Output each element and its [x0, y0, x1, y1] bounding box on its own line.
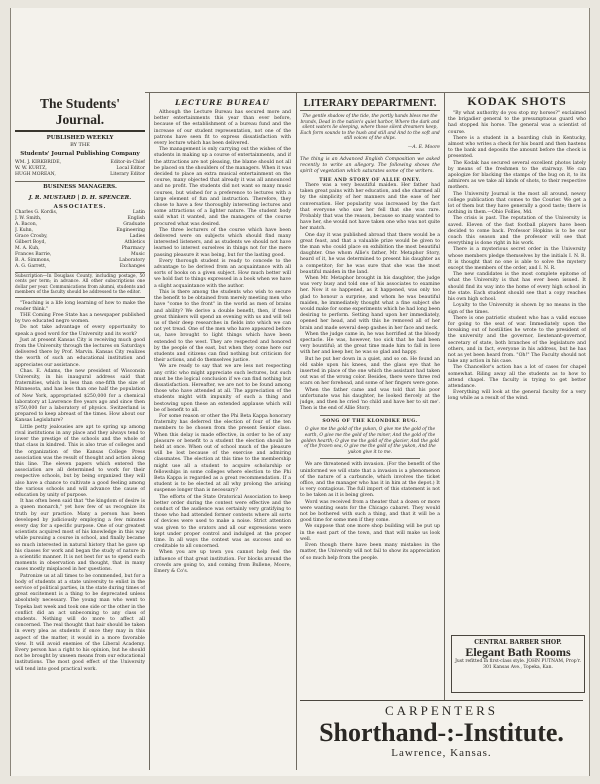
associate-row: A. Bacon, Graduate — [15, 222, 145, 227]
header-rule — [145, 92, 589, 93]
business-names: J. R. MUSTARD | D. H. SPENCER. — [28, 195, 132, 201]
barber-ad-address: 301 Kansas Ave., Topeka, Kan. — [483, 664, 553, 670]
associate-row: Charles G. Kordis, Latin — [15, 210, 145, 215]
literary-department-heading: LITERARY DEPARTMENT. — [300, 98, 440, 111]
divider — [320, 415, 420, 416]
column-3 — [300, 94, 440, 770]
poem-author: —A. E. Moore — [407, 144, 440, 150]
associate-row: Gilbert Boyd, Athletics — [15, 240, 145, 245]
associate-row: B. A. Simmons, Laboratory — [15, 258, 145, 263]
column-rule-2 — [296, 92, 297, 770]
institute-city: Lawrence, Kansas. — [391, 747, 492, 759]
column-1 — [15, 96, 145, 770]
story-text: There was a very beautiful maiden. Her father had taken great pains with her education, and she charmed all by the simplicity of her manners and the ease of her conversation. Her popularity was increased by the fact that everyone who saw her fell that she was rare. Probably that was the reason, because so many wanted to have her, she would not have taken one who was not quite her match. One day it was published abroad that there would be a great feast, and that a valuable prize would be given to the man who could place on exhibition the most beautiful daughter. One whom Allie's father, Mr. Metaphor Story, heard of it, he was determined to present his daughter as a competitor; for he was sure that she was the most beautiful maiden in the land. When Mr. Metaphor brought in his daughter, the judge was very busy and told one of his associates to examine her. Now it so happened, as it happened, was only too glad to honour a surprise, and whom he was beautiful maiden, he immediately thought what a fine subject she would make for some experiments which he had long been desiring to perform. Setting hand upon her immediately, opened her head, and with this he removed all of her brain and made several deep gashes in her face and neck. When the judge came in, he was horrified at the bloody spectacle. He was, however, too sick that he had been very bountiful; at the great time made him to fall in love with her and keep her, he was so glad and happy. But he put her down in a quiet, and so on. He found an old sable upon his knees, and the glass eye that he inserted in place of the one which the assistant had taken out was of the wrong color. Besides, there were three red scars on her forehead, and some of her fingers were gone. When the father came and was told that his poor unfortunate was his daughter, he looked fiercely at the judge, and then he cried 'no child and have her to sit me'. Then is the end of Allie Story. — [300, 182, 440, 412]
associate-row: Grace Crosby, Ladies — [15, 234, 145, 239]
associate-row: J. W. Smith, English — [15, 216, 145, 221]
barber-ad-sub: Just refitted in first-class style. JOHN PUTNAM, Prop'r. — [455, 659, 581, 664]
allegory-intro: The thing is an Advanced English Composition we asked recently to write an allegory. The following shows the spirit of vegetation which saturates some of the writers. — [300, 156, 440, 174]
associate-row: A. G. Garrett, Exchanges — [15, 264, 145, 269]
klondike-poem-title: SONG OF THE KLONDIKE BUG. — [322, 419, 418, 425]
lecture-bureau-text: Although the Lecture Bureau has secured more and better entertainments this year than ever before, because of the establishment of a bureau fund and the increase of our student representation, not one of the patrons have seen fit to express dissatisfaction with every lecture which has been delivered. The management is only carrying out the wishes of the students in making up a course of entertainments, and if the attractions are not pleasing, the blame should not all be placed on the shoulders of the managers. When it was decided to place an extra musical entertainment on the course, many objected that already it was all announced and no profit. The students did not want so many music courses, but wished for a preference to lectures with a large element of fun and instruction. Therefore, they chose to have a few thoroughly interesting lectures and some attractions of a lighter nature. The student body said what it wanted, and the managers of the course procured what was desired. The three lecturers of the course which have been delivered were on subjects which should find many interested listeners, and as students we should not have learned to interest ourselves in things not for the mere passing pleasure it was being, but for the lasting good. Every thorough student is ready to concede to the advantage to be derived from an acquaintance with all sorts of books on a given subject. How much better will we hold fast to things expressed in a book when we have a slight acquaintance with the author. This is there among the students who wish to secure the benefit to be obtained from merely meeting men who have "come to the front" in the world as men of brains and ability? We derive a double benefit, then, if these great thinkers will spend an evening with us and will tell us of their deep researches in fields into which we can not yet tread. One of the men who have appeared before us, have brought to light things which have been extended to the west. They are respected and honored by the people of the east, but when they come here our students and citizens can find nothing but criticism for their actions, and do themselves justice. We are ready to say that we are less not respecting any critic who might appreciate such lectures, but such must be the logical conclusion if we can find nothing but dissatisfaction. Hereafter, we are not to be found among those who have attended at all. The appreciation of the students might with impunity of such a thing and bestowing upon these an extended applause which will be of benefit to all. For some reason or other the Phi Beta Kappa honorary fraternity has deferred the election of four of the ten members to be chosen from the present Senior class. When this delay is made effective, in order to be of any pleasure or benefit to a student the election should be held at once. When out of school much of the pleasure will be lost because of the exercise and admiring classmates. The election at this time to the membership might use all a student to acquire scholarship or fellowships in some colleges where election to the Phi Beta Kappa is regarded as a great recommendation. If a student is to be elected at all why prolong the arising suspense longer than is necessary? The efforts of the State Oratorical Association to keep better order during the contest were effective and the conduct of the audience was certainly very gratifying to those who had attended former contests where all sorts of devices were used to make a noise. Strict attention was given to the orators and all our expressions were kept under proper control and indulged at the proper time. In all ways the contest was as success and so creditable to all concerned. When you are up town you cannot help feel the influence of that great institution. For blocks around the crowds are going to, and coming from Bullene, Moore, Emery & Co's. — [154, 110, 291, 575]
shorthand-institute-ad — [300, 700, 583, 775]
associate-row: Frances Barrie, Music — [15, 252, 145, 257]
carpenters-label: CARPENTERS — [384, 703, 499, 718]
column-rule-1 — [149, 92, 150, 770]
associate-row: M. A. Kuh, Pharmacy — [15, 246, 145, 251]
journal-title: The Students' Journal. — [15, 96, 145, 132]
shorthand-institute-title: Shorthand-:-Institute. — [319, 718, 564, 747]
officer-row: HUGH MOREAN, Literary Editor — [15, 172, 145, 177]
literary-closing-text: We are threatened with invasion. (For the benefit of the uninformed we will state that a invasion is a phenomenon of the nature of a carbuncle, which involves the ticket office, and the manager who has it in him at the depot.) It is very contagious. The full import of this statement is not to be taken as it is being given. Word was received from a theater that a dozen or more were wanting seats for the Chicago cabaret. They would not be bothered with such a thing, and that it will be a good time for some men if they come. We suppose that one more shop building will be put up in the east part of the town, and that will make us look well. Even though there have been many mistakes in the matter, the University will not fail to show its appreciation of so much help from the people. — [300, 462, 440, 561]
column-2 — [154, 94, 291, 770]
story-title: THE AND STORY OF ALLIE ONEY. — [319, 177, 421, 183]
officers-list — [15, 160, 145, 178]
published-line: PUBLISHED WEEKLY — [46, 135, 114, 141]
divider — [320, 458, 420, 459]
barber-ad-title: CENTRAL BARBER SHOP. — [474, 639, 562, 646]
column-4 — [448, 94, 586, 626]
subscription-note: Subscription—In Douglass County, including postage, 50 cents per term; in advance. All other subscriptions one dollar per year. Communications from alumni, students and members of the faculty should be addressed to the editor. — [15, 272, 145, 298]
kodak-shots-text: "By what authority do you stop my horses?" exclaimed the brigadier general to the presumptuous guard who had stopped his horse. The general was a scientist of course. There is a student in a boarding club in Kentucky, almost who writes a check for his board and then hastens to the bank and deposits the amount before the check is presented. The Kodak has secured several excellent photos lately by means of the freshmen to the stairway. We can apologize for blacking the stamps of the bug on it, to its admirers as we take all kinds of shots, to their respective mothers. The University Journal is the most all around, newsy college publication that comes to the Courier. We get a lot of them but they have generally a good taste; there is nothing in them.—Ohio Follies, Md. The crisis is past. The reputation of the University is saved. Eleven of the fast football players have been decided to come back. Professor Hopkins is to be our coach this season and the professor will see that everything is done right in his work. There is a mysterious secret order in the University whose members pledge themselves by the initials I. N. R. It is thought that no one is able to solve the mystery except the members of the order, and I. N. R. The new candidates is the most complete epitome of what the University is that has ever been issued. It should find its way into the home of every high school in the state. Each student should see that a copy reaches his own high school. Loyalty to the University is shown by no means in the sign of the times. There is one patriotic student who has a valid excuse for going to the seat of war. Immediately upon the breaking out of hostilities he wrote to the president of the university and the governor, lieutenant-governor, secretary of state, both branches of the legislature and others, and in fact, everyone in his address, but he has not as yet been heard from. "Oh!" The Faculty should not take any action in his case. The Chancellor's action has a lot of cases for chapel somewhat. Riling away all the students as to how to attend chapel. The faculty is trying to get better attendance. Everything will look at the general faculty for a very long while as a result of the wind. — [448, 111, 586, 402]
top-poem: The gentle shadow of the tide, the portly hands bless me the brands, Dead in the nation's quiet harbor, Where the dark and silent waters lie sleeping, where those silent dreamers keep, Each form sounds to the hush and still and And to the soft and still voices of the ships. — [300, 114, 440, 142]
officer-row: W. W. KURTZ, Local Editor — [15, 166, 145, 171]
barber-shop-ad — [451, 635, 585, 693]
business-heading: BUSINESS MANAGERS. — [15, 181, 145, 190]
column-rule-3 — [444, 92, 445, 770]
associates-heading: ASSOCIATES. — [53, 204, 107, 210]
associate-row: J. Kuhn, Engineering — [15, 228, 145, 233]
klondike-poem: O give me the gold of the yukon, O give me the gold of the earth, O give me the gold of the miner, And the gold of the golden hearth; O give me the gold of the glacier, And the gold of the frozen sea, O give me the gold of the yukon, And the yukon give it to me. — [300, 427, 439, 455]
barber-ad-main: Elegant Bath Rooms — [465, 645, 571, 659]
divider — [320, 153, 420, 154]
associates-list — [15, 210, 145, 270]
officer-row: WM. J. KIRKBRIDE, Editor-in-Chief — [15, 160, 145, 165]
by-line: BY THE — [70, 142, 90, 148]
lecture-bureau-heading: LECTURE BUREAU — [175, 98, 270, 107]
kodak-shots-heading: KODAK SHOTS — [467, 94, 567, 108]
company-name: Students' Journal Publishing Company — [20, 151, 140, 157]
editorial-text: "Teaching is a life long learning of how to make the reader think." THE Coming Free State has a newspaper published by two educated negro women. Do not take advantage of every opportunity to speak a good word for the University and its work? Just at present Kansas City is receiving much good from the University through the lectures on Saturdays delivered there by Prof. Marvin. Kansas City realizes the worth of such an educational institution and appreciates our assistance. Chas. E. Adams, the new president of Wisconsin University, in his inaugural address said that fraternities, which in less than one-fifth the size of Minnesota, and has less than one half the population of New York, appropriated $250,000 for a chemical laboratory at Lawrence five years ago and since then $750,000 for a laboratory of physics. Switzerland is prepared to keep abreast of the times. How about our Kansas Legislature? Little petty jealousies are apt to spring up among rival institutions in any place and they always tend to lower the prestige of the schools and the whole of that class in kindred. This is also true of colleges and the organization of the Kansas College Press association was the result of thought and action along this line. The eleven papers which entered the association are all determined to work for their respective schools, but by being organized they will also have a chance to cultivate a good feeling among the various schools and will advance the cause of education by unity of purpose. It has often been said that "the kingdom of desire is a queen monarch," yet how few of us recognize its truth by our practice. Many a person has been developed by judiciously employing a few minutes every day for a specific purpose. One of our greatest scientists acquired most of his knowledge in this way while pursuing a course in school, and finally became so much interested in natural history that he gave up his classes for work and began the study of nature in a scientific manner. It is not best for us to spend such moments in observation and thought, that in many cases mostly misplaced in her questions. Patronize us at all times to be commended, but for a body of students at a state university to enlist in the service of political parties, in the state during times of great excitement is a thing to be deprecated unless absolutely necessary. The young man who went to Topeka last week and took one side or the other in the conflict did an act unbecoming to any class of students. Nothing will do more to affect all concerned. The real thought that hair should be taken in every plea as students if once they may in this aspect of the matter, it would in a more favorable view. It will avoid enemies of the Liberal Academy. Every person has a right to his opinion, but he should not be brought by unseen means from our educational institutions. The most good effect of the University will tend into good practical work. — [15, 300, 145, 672]
newspaper-page — [10, 8, 590, 776]
